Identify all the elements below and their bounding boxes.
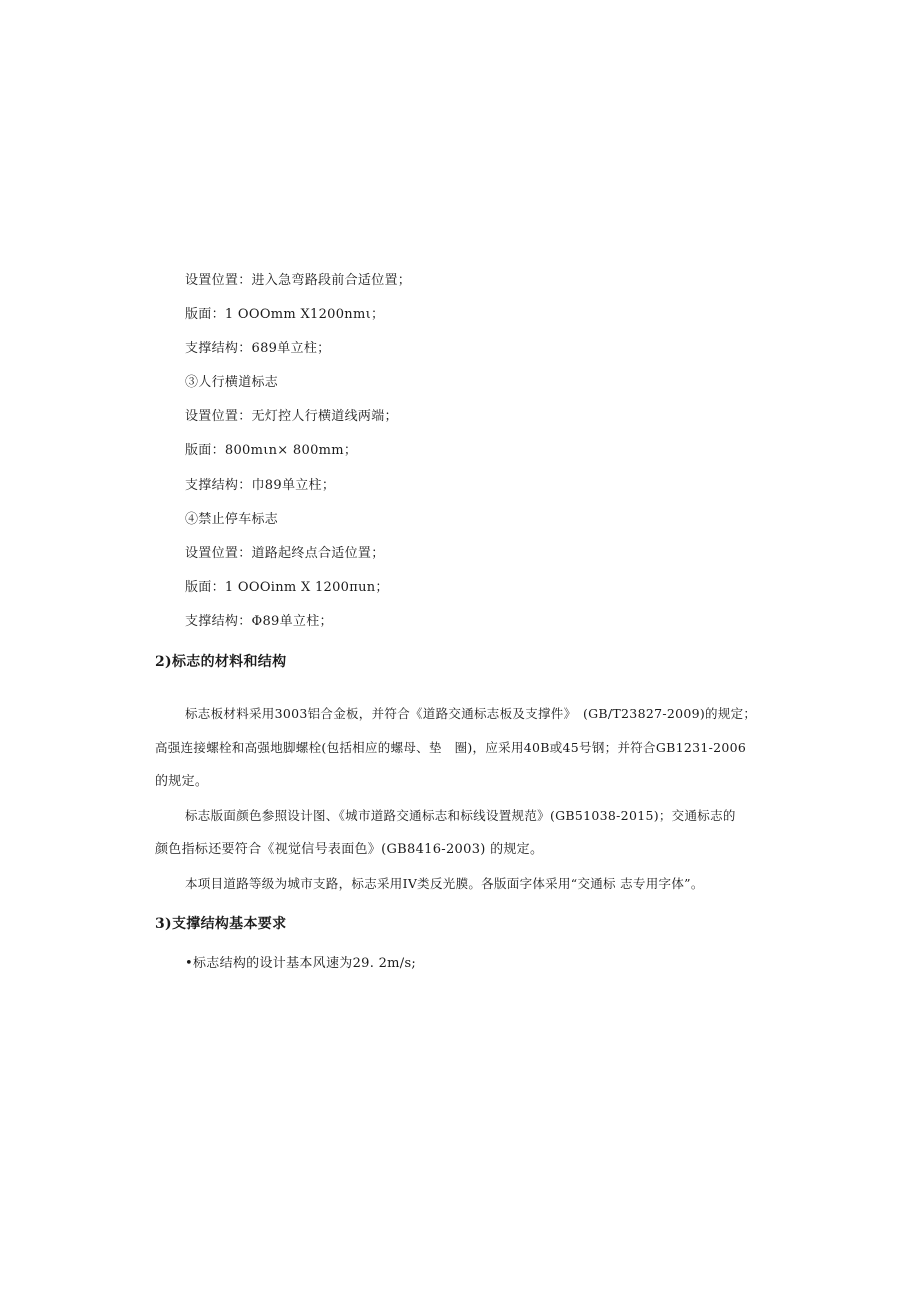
list-item: 版面：1 OOOmm X1200nmι； (185, 307, 385, 322)
list-item: 设置位置：道路起终点合适位置； (185, 546, 385, 561)
section-heading: 3)支撑结构基本要求 (155, 916, 287, 932)
paragraph-line: 高强连接螺栓和高强地脚螺栓(包括相应的螺母、垫 圈)，应采用40B或45号钢；并符合GB1231-2006 (155, 740, 747, 755)
list-item: 设置位置：进入急弯路段前合适位置； (185, 273, 412, 288)
bullet-item: •标志结构的设计基本风速为29. 2m∕s; (185, 956, 417, 971)
paragraph-line: 的规定。 (155, 774, 209, 789)
list-item: 支撑结构：Φ89单立柱； (185, 614, 333, 629)
paragraph-line: 标志板材料采用3003铝合金板，并符合《道路交通标志板及支撑件》 (GB/T23827-2009)的规定； (185, 706, 757, 721)
list-item: 支撑结构：巾89单立柱； (185, 478, 336, 493)
paragraph-line: 本项目道路等级为城市支路，标志采用IV类反光膜。各版面字体采用“交通标 志专用字体”。 (185, 876, 704, 891)
list-item: 版面：1 OOOinm X 1200πun； (185, 580, 389, 595)
paragraph-line: 颜色指标还要符合《视觉信号表面色》(GB8416-2003) 的规定。 (155, 842, 544, 857)
paragraph-line: 标志版面颜色参照设计图、《城市道路交通标志和标线设置规范》(GB51038-2015)；交通标志的 (185, 808, 736, 823)
section-heading: 2)标志的材料和结构 (155, 654, 287, 670)
list-item: ③人行横道标志 (185, 375, 279, 390)
list-item: 设置位置：无灯控人行横道线两端； (185, 409, 398, 424)
list-item: 版面：800mιn× 800mm； (185, 443, 358, 458)
list-item: ④禁止停车标志 (185, 512, 279, 527)
list-item: 支撑结构：689单立柱； (185, 341, 331, 356)
